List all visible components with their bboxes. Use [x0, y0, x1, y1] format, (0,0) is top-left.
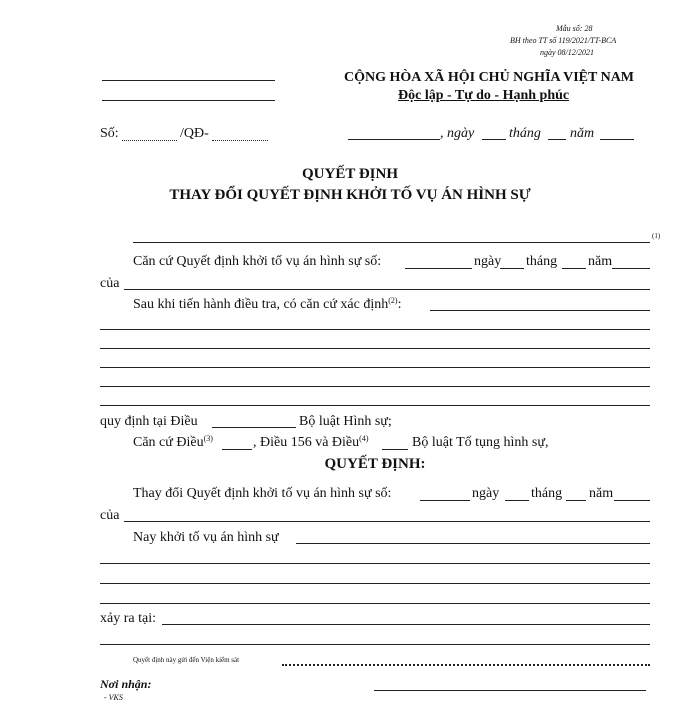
agency-line-2[interactable]: [102, 100, 275, 101]
vks-field[interactable]: [282, 664, 650, 666]
form-reference: BH theo TT số 119/2021/TT-BCA: [510, 36, 617, 45]
note-2-marker: (2): [388, 296, 398, 305]
ngay-label-1: ngày: [474, 254, 502, 269]
nam-label-1: năm: [588, 254, 613, 269]
year-field-2[interactable]: [614, 500, 650, 501]
cua-label-1: của: [100, 276, 120, 291]
finding-field-0[interactable]: [430, 310, 650, 311]
date-year-field[interactable]: [600, 139, 634, 140]
location-field-2[interactable]: [100, 644, 650, 645]
dieu-156-label: , Điều 156 và Điều$^{(4)}$: [253, 434, 369, 450]
new-case-field-0[interactable]: [296, 543, 650, 544]
ngay-label-2: ngày: [472, 486, 500, 501]
agency-line-1[interactable]: [102, 80, 275, 81]
motto: Độc lập - Tự do - Hạnh phúc: [398, 88, 570, 103]
recipients-label: Nơi nhận:: [100, 677, 152, 691]
nam-label-2: năm: [589, 486, 614, 501]
date-ngay-label: , ngày: [440, 126, 475, 141]
finding-field-2[interactable]: [100, 348, 650, 349]
form-date: ngày 08/12/2021: [540, 48, 594, 57]
changed-qd-number-field[interactable]: [420, 500, 470, 501]
so-label: Số:: [100, 126, 119, 141]
qd-suffix-field[interactable]: [212, 140, 268, 141]
bltths-label: Bộ luật Tố tụng hình sự,: [412, 435, 549, 450]
new-case-field-2[interactable]: [100, 583, 650, 584]
year-field-1[interactable]: [612, 268, 650, 269]
nation-title: CỘNG HÒA XÃ HỘI CHỦ NGHĨA VIỆT NAM: [344, 70, 635, 85]
date-thang-label: tháng: [509, 126, 541, 141]
date-month-field[interactable]: [548, 139, 566, 140]
note-4-marker: (4): [359, 434, 369, 443]
sau-khi-label: Sau khi tiến hành điều tra, có căn cứ xác định$^{(2)}$:: [133, 296, 402, 312]
thang-label-2: tháng: [531, 486, 563, 501]
finding-field-3[interactable]: [100, 367, 650, 368]
recipient-vks: - VKS: [104, 693, 123, 702]
new-case-field-1[interactable]: [100, 563, 650, 564]
send-vks-label: Quyết định này gửi đến Viện kiểm sát: [133, 656, 240, 664]
can-cu-qd-label: Căn cứ Quyết định khởi tố vụ án hình sự số:: [133, 254, 382, 269]
qd-label: /QĐ-: [180, 126, 209, 141]
can-cu-dieu-field[interactable]: [222, 449, 252, 450]
finding-field-4[interactable]: [100, 386, 650, 387]
location-field[interactable]: [162, 624, 650, 625]
issuer-line[interactable]: [133, 242, 650, 243]
finding-field-1[interactable]: [100, 329, 650, 330]
document-subtitle: THAY ĐỔI QUYẾT ĐỊNH KHỞI TỐ VỤ ÁN HÌNH SỰ: [169, 187, 531, 203]
can-cu-dieu-label: Căn cứ Điều$^{(3)}$: [133, 434, 213, 450]
decision-heading: QUYẾT ĐỊNH:: [324, 456, 426, 472]
month-field-2[interactable]: [566, 500, 586, 501]
thay-doi-label: Thay đổi Quyết định khởi tố vụ án hình sự số:: [133, 486, 392, 501]
so-field[interactable]: [122, 140, 177, 141]
qd-number-field[interactable]: [405, 268, 472, 269]
date-day-field[interactable]: [482, 139, 506, 140]
dieu-tths-field[interactable]: [382, 449, 408, 450]
month-field-1[interactable]: [562, 268, 586, 269]
cua-field-2[interactable]: [124, 521, 650, 522]
dieu-field[interactable]: [212, 427, 296, 428]
day-field-1[interactable]: [500, 268, 524, 269]
xay-ra-label: xảy ra tại:: [100, 611, 156, 626]
date-nam-label: năm: [570, 126, 595, 141]
document-title: QUYẾT ĐỊNH: [302, 166, 398, 182]
nay-khoi-to-label: Nay khởi tố vụ án hình sự: [133, 530, 279, 545]
new-case-field-3[interactable]: [100, 603, 650, 604]
finding-field-5[interactable]: [100, 405, 650, 406]
cua-field-1[interactable]: [124, 289, 650, 290]
form-number: Mẫu số: 28: [556, 24, 593, 33]
signature-line[interactable]: [374, 690, 646, 691]
note-1-marker: (1): [652, 232, 661, 240]
quy-dinh-label: quy định tại Điều: [100, 414, 198, 429]
cua-label-2: của: [100, 508, 120, 523]
thang-label-1: tháng: [526, 254, 558, 269]
place-field[interactable]: [348, 139, 440, 140]
note-3-marker: (3): [203, 434, 213, 443]
blhs-label: Bộ luật Hình sự;: [299, 414, 392, 429]
day-field-2[interactable]: [505, 500, 529, 501]
